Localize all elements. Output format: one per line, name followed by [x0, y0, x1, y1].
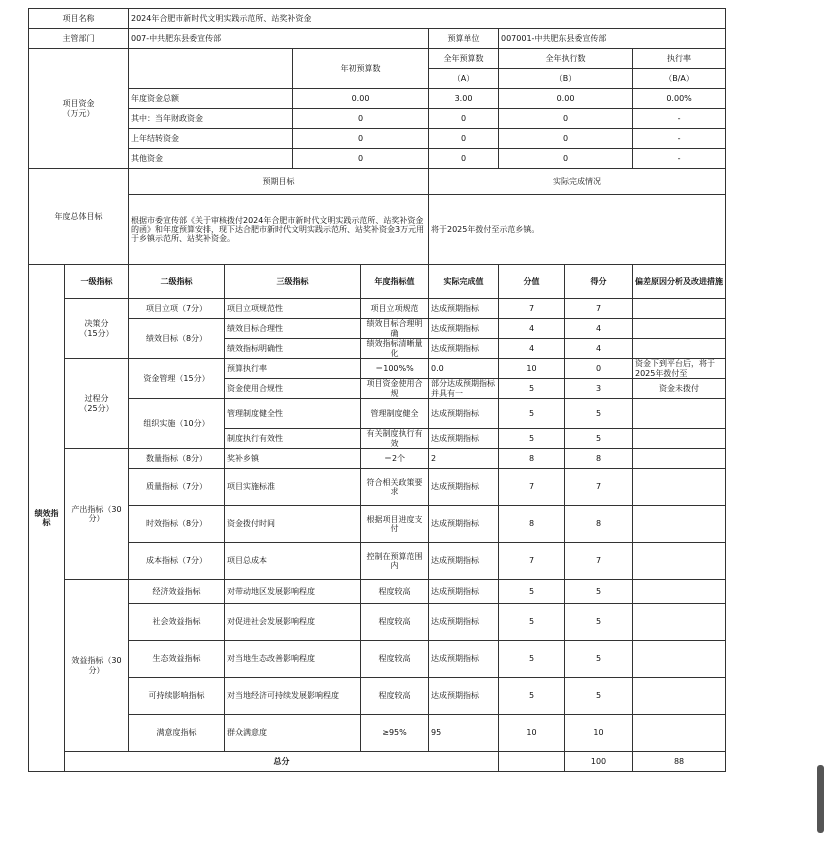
score-cell: 4 — [499, 339, 565, 359]
level2-cell: 社会效益指标 — [129, 604, 225, 641]
col-exec-rate-code: （B/A） — [633, 69, 726, 89]
level3-cell: 对当地生态改善影响程度 — [225, 641, 361, 678]
reason-cell — [633, 506, 726, 543]
header-level1: 一级指标 — [65, 265, 129, 299]
score-cell: 5 — [499, 604, 565, 641]
funds-exec: 0.00 — [499, 89, 633, 109]
got-cell: 7 — [565, 299, 633, 319]
header-got: 得分 — [565, 265, 633, 299]
funds-row-label: 年度资金总额 — [129, 89, 293, 109]
actual-cell: 达成预期指标 — [429, 543, 499, 580]
level2-cell: 资金管理（15分） — [129, 359, 225, 399]
actual-cell: 达成预期指标 — [429, 399, 499, 429]
level3-cell: 项目立项规范性 — [225, 299, 361, 319]
funds-budget: 0 — [429, 149, 499, 169]
actual-cell: 达成预期指标 — [429, 339, 499, 359]
reason-cell — [633, 299, 726, 319]
department-row — [29, 29, 726, 49]
indicator-row — [29, 469, 726, 506]
actual-result-text: 将于2025年拨付至示范乡镇。 — [429, 195, 726, 265]
expected-goal-header: 预期目标 — [129, 169, 429, 195]
indicator-row — [29, 399, 726, 429]
indicator-row — [29, 449, 726, 469]
level2-cell: 质量指标（7分） — [129, 469, 225, 506]
level2-cell: 组织实施（10分） — [129, 399, 225, 449]
level3-cell: 预算执行率 — [225, 359, 361, 379]
funds-rate: - — [633, 149, 726, 169]
got-cell: 3 — [565, 379, 633, 399]
col-exec-rate: 执行率 — [633, 49, 726, 69]
level3-cell: 项目总成本 — [225, 543, 361, 580]
actual-cell: 95 — [429, 715, 499, 752]
header-score: 分值 — [499, 265, 565, 299]
actual-cell: 达成预期指标 — [429, 604, 499, 641]
level2-cell: 可持续影响指标 — [129, 678, 225, 715]
header-reason: 偏差原因分析及改进措施 — [633, 265, 726, 299]
score-cell: 8 — [499, 506, 565, 543]
scrollbar-thumb[interactable] — [817, 765, 824, 833]
funds-initial: 0 — [293, 149, 429, 169]
funds-budget: 0 — [429, 129, 499, 149]
score-cell: 5 — [499, 399, 565, 429]
target-cell: 有关制度执行有效 — [361, 429, 429, 449]
reason-cell — [633, 543, 726, 580]
col-full-exec-code: （B） — [499, 69, 633, 89]
got-cell: 5 — [565, 678, 633, 715]
reason-cell — [633, 641, 726, 678]
total-row — [29, 752, 726, 772]
target-cell: 项目立项规范 — [361, 299, 429, 319]
goal-text-row — [29, 195, 726, 265]
score-cell: 5 — [499, 678, 565, 715]
target-cell: 根据项目进度支付 — [361, 506, 429, 543]
annual-goal-label: 年度总体目标 — [29, 169, 129, 265]
budget-unit-label: 预算单位 — [429, 29, 499, 49]
got-cell: 5 — [565, 399, 633, 429]
level3-cell: 对当地经济可持续发展影响程度 — [225, 678, 361, 715]
score-cell: 10 — [499, 715, 565, 752]
level2-cell: 时效指标（8分） — [129, 506, 225, 543]
project-name-value: 2024年合肥市新时代文明实践示范所、站奖补资金 — [129, 9, 726, 29]
level3-cell: 奖补乡镇 — [225, 449, 361, 469]
target-cell: ≥95% — [361, 715, 429, 752]
target-cell: 程度较高 — [361, 641, 429, 678]
performance-evaluation-table — [28, 8, 726, 772]
funds-initial: 0 — [293, 109, 429, 129]
funds-row — [29, 89, 726, 109]
col-full-budget-code: （A） — [429, 69, 499, 89]
level2-cell: 经济效益指标 — [129, 580, 225, 604]
actual-cell: 0.0 — [429, 359, 499, 379]
funds-row-label: 其中：当年财政资金 — [129, 109, 293, 129]
actual-cell: 达成预期指标 — [429, 580, 499, 604]
col-full-budget: 全年预算数 — [429, 49, 499, 69]
indicator-row — [29, 715, 726, 752]
level2-cell: 绩效目标（8分） — [129, 319, 225, 359]
score-cell: 5 — [499, 580, 565, 604]
funds-budget: 0 — [429, 109, 499, 129]
got-cell: 5 — [565, 641, 633, 678]
score-cell: 5 — [499, 429, 565, 449]
level3-cell: 资金使用合规性 — [225, 379, 361, 399]
target-cell: 管理制度健全 — [361, 399, 429, 429]
project-name-row — [29, 9, 726, 29]
project-name-label: 项目名称 — [29, 9, 129, 29]
actual-result-header: 实际完成情况 — [429, 169, 726, 195]
funds-row — [29, 129, 726, 149]
reason-cell — [633, 449, 726, 469]
actual-cell: 部分达成预期指标并具有一 — [429, 379, 499, 399]
actual-cell: 达成预期指标 — [429, 299, 499, 319]
level2-cell: 成本指标（7分） — [129, 543, 225, 580]
level3-cell: 绩效指标明确性 — [225, 339, 361, 359]
got-cell: 10 — [565, 715, 633, 752]
score-cell: 10 — [499, 359, 565, 379]
total-label: 总分 — [65, 752, 499, 772]
reason-cell — [633, 469, 726, 506]
level3-cell: 对促进社会发展影响程度 — [225, 604, 361, 641]
level3-cell: 项目实施标准 — [225, 469, 361, 506]
indicator-row — [29, 543, 726, 580]
level3-cell: 管理制度健全性 — [225, 399, 361, 429]
dept-value: 007-中共肥东县委宣传部 — [129, 29, 429, 49]
header-target: 年度指标值 — [361, 265, 429, 299]
level3-cell: 制度执行有效性 — [225, 429, 361, 449]
reason-cell — [633, 399, 726, 429]
funds-rate: - — [633, 129, 726, 149]
target-cell: 符合相关政策要求 — [361, 469, 429, 506]
total-got: 88 — [633, 752, 726, 772]
score-cell: 5 — [499, 641, 565, 678]
indicator-row — [29, 641, 726, 678]
target-cell: 程度较高 — [361, 604, 429, 641]
indicator-header-row — [29, 265, 726, 299]
header-level2: 二级指标 — [129, 265, 225, 299]
got-cell: 0 — [565, 359, 633, 379]
actual-cell: 达成预期指标 — [429, 506, 499, 543]
funds-budget: 3.00 — [429, 89, 499, 109]
actual-cell: 达成预期指标 — [429, 678, 499, 715]
got-cell: 7 — [565, 469, 633, 506]
reason-cell — [633, 580, 726, 604]
got-cell: 5 — [565, 604, 633, 641]
level2-cell: 项目立项（7分） — [129, 299, 225, 319]
score-cell: 4 — [499, 319, 565, 339]
level1-cell: 产出指标（30分） — [65, 449, 129, 580]
funds-header-row — [29, 49, 726, 69]
target-cell: 控制在预算范围内 — [361, 543, 429, 580]
reason-cell — [633, 429, 726, 449]
level2-cell: 数量指标（8分） — [129, 449, 225, 469]
target-cell: 绩效指标清晰量化 — [361, 339, 429, 359]
indicator-row — [29, 580, 726, 604]
reason-cell — [633, 339, 726, 359]
funds-rate: - — [633, 109, 726, 129]
target-cell: 程度较高 — [361, 678, 429, 715]
budget-unit-value: 007001-中共肥东县委宣传部 — [499, 29, 726, 49]
funds-initial: 0 — [293, 129, 429, 149]
level1-cell: 决策分 （15分） — [65, 299, 129, 359]
funds-exec: 0 — [499, 109, 633, 129]
funds-section-label: 项目资金 （万元） — [29, 49, 129, 169]
funds-exec: 0 — [499, 129, 633, 149]
score-cell: 8 — [499, 449, 565, 469]
col-full-exec: 全年执行数 — [499, 49, 633, 69]
level3-cell: 绩效目标合理性 — [225, 319, 361, 339]
level3-cell: 群众满意度 — [225, 715, 361, 752]
got-cell: 7 — [565, 543, 633, 580]
funds-row-label: 上年结转资金 — [129, 129, 293, 149]
score-cell: 7 — [499, 469, 565, 506]
indicator-row — [29, 299, 726, 319]
expected-goal-text: 根据市委宣传部《关于审核拨付2024年合肥市新时代文明实践示范所、站奖补资金的函》和年度预算安排，现下达合肥市新时代文明实践示范所、站奖补资金3万元用于乡镇示范所、站奖补资金。 — [129, 195, 429, 265]
target-cell: 项目资金使用合规 — [361, 379, 429, 399]
level1-cell: 效益指标（30分） — [65, 580, 129, 752]
score-cell: 5 — [499, 379, 565, 399]
indicator-row — [29, 319, 726, 339]
reason-cell: 资金未拨付 — [633, 379, 726, 399]
got-cell: 8 — [565, 506, 633, 543]
target-cell: ＝100%% — [361, 359, 429, 379]
indicator-row — [29, 359, 726, 379]
reason-cell — [633, 715, 726, 752]
actual-cell: 达成预期指标 — [429, 319, 499, 339]
target-cell: ＝2个 — [361, 449, 429, 469]
got-cell: 4 — [565, 339, 633, 359]
goal-header-row — [29, 169, 726, 195]
header-level3: 三级指标 — [225, 265, 361, 299]
col-initial-budget: 年初预算数 — [293, 49, 429, 89]
actual-cell: 达成预期指标 — [429, 469, 499, 506]
indicator-row — [29, 678, 726, 715]
level3-cell: 对带动地区发展影响程度 — [225, 580, 361, 604]
reason-cell — [633, 604, 726, 641]
funds-row-label: 其他资金 — [129, 149, 293, 169]
score-cell: 7 — [499, 299, 565, 319]
actual-cell: 达成预期指标 — [429, 429, 499, 449]
got-cell: 8 — [565, 449, 633, 469]
funds-rate: 0.00% — [633, 89, 726, 109]
funds-row — [29, 149, 726, 169]
indicator-row — [29, 506, 726, 543]
dept-label: 主管部门 — [29, 29, 129, 49]
target-cell: 程度较高 — [361, 580, 429, 604]
level2-cell: 满意度指标 — [129, 715, 225, 752]
target-cell: 绩效目标合理明确 — [361, 319, 429, 339]
level3-cell: 资金拨付时间 — [225, 506, 361, 543]
indicator-row — [29, 604, 726, 641]
header-actual: 实际完成值 — [429, 265, 499, 299]
funds-exec: 0 — [499, 149, 633, 169]
level2-cell: 生态效益指标 — [129, 641, 225, 678]
reason-cell — [633, 678, 726, 715]
got-cell: 5 — [565, 429, 633, 449]
reason-cell — [633, 319, 726, 339]
got-cell: 5 — [565, 580, 633, 604]
actual-cell: 2 — [429, 449, 499, 469]
score-cell: 7 — [499, 543, 565, 580]
total-score: 100 — [565, 752, 633, 772]
got-cell: 4 — [565, 319, 633, 339]
funds-row — [29, 109, 726, 129]
actual-cell: 达成预期指标 — [429, 641, 499, 678]
level1-cell: 过程分 （25分） — [65, 359, 129, 449]
indicators-side-label: 绩效指标 — [29, 265, 65, 772]
funds-initial: 0.00 — [293, 89, 429, 109]
reason-cell: 资金下到平台后，将于2025年拨付至 — [633, 359, 726, 379]
